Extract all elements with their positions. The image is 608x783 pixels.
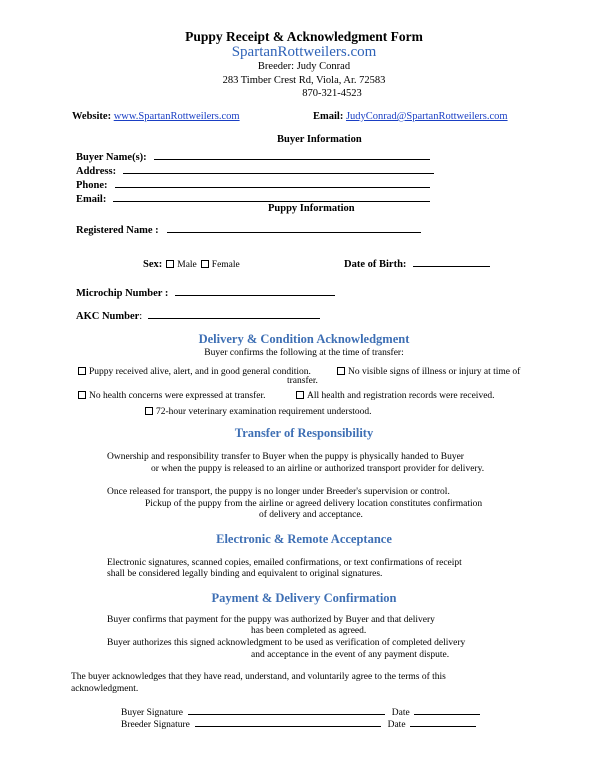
buyer-address-label: Address: xyxy=(76,166,117,177)
check-records[interactable] xyxy=(296,391,495,401)
closing-line2: acknowledgment. xyxy=(71,684,139,694)
electronic-line2: shall be considered legally binding and equivalent to original signatures. xyxy=(107,569,383,579)
website-row xyxy=(72,111,240,122)
buyer-name-label: Buyer Name(s): xyxy=(76,152,147,163)
buyer-phone-field[interactable] xyxy=(115,178,430,188)
check-records-label: All health and registration records were received. xyxy=(307,391,495,401)
electronic-heading: Electronic & Remote Acceptance xyxy=(216,532,392,546)
no-health-concerns-checkbox[interactable] xyxy=(78,391,86,399)
dob-label: Date of Birth: xyxy=(344,259,407,270)
transfer-p1-line1: Ownership and responsibility transfer to Buyer when the puppy is physically handed to Buyer xyxy=(107,452,464,462)
sex-male-option[interactable] xyxy=(166,260,197,270)
transfer-p2-line1: Once released for transport, the puppy is no longer under Breeder's supervision or control. xyxy=(107,487,450,497)
transfer-heading: Transfer of Responsibility xyxy=(234,426,374,440)
breeder-name: Breeder: Judy Conrad xyxy=(257,61,351,72)
buyer-info-heading: Buyer Information xyxy=(277,134,362,145)
breeder-signature-field[interactable] xyxy=(195,717,381,727)
microchip-label: Microchip Number : xyxy=(76,288,169,299)
website-label: Website: xyxy=(72,111,112,122)
sex-label: Sex: xyxy=(143,259,163,270)
microchip-row xyxy=(76,283,335,301)
payment-heading: Payment & Delivery Confirmation xyxy=(211,591,397,605)
website-link[interactable]: www.SpartanRottweilers.com xyxy=(113,111,240,122)
buyer-email-label: Email: xyxy=(76,194,107,205)
akc-row xyxy=(76,306,320,324)
puppy-info-heading: Puppy Information xyxy=(268,203,355,214)
registered-name-label: Registered Name : xyxy=(76,225,159,236)
breeder-date-field[interactable] xyxy=(410,717,476,727)
check-vet-exam[interactable] xyxy=(145,407,372,417)
check-no-health-concerns[interactable] xyxy=(78,391,265,401)
buyer-address-field[interactable] xyxy=(123,164,434,174)
check-no-illness-label: No visible signs of illness or injury at time of xyxy=(348,367,521,377)
buyer-date-label: Date xyxy=(391,708,410,718)
no-illness-checkbox[interactable] xyxy=(337,367,345,375)
check-condition[interactable] xyxy=(78,367,311,377)
registered-name-row xyxy=(76,220,421,238)
male-checkbox[interactable] xyxy=(166,260,174,268)
site-name: SpartanRottweilers.com xyxy=(231,44,377,60)
buyer-email-field[interactable] xyxy=(113,192,430,202)
check-no-illness[interactable] xyxy=(337,367,520,377)
buyer-phone-label: Phone: xyxy=(76,180,108,191)
buyer-signature-label: Buyer Signature xyxy=(121,708,184,718)
breeder-signature-row xyxy=(121,717,476,730)
buyer-email-row xyxy=(76,189,430,207)
payment-p2-line2: and acceptance in the event of any payment dispute. xyxy=(251,650,450,660)
breeder-address: 283 Timber Crest Rd, Viola, Ar. 72583 xyxy=(222,75,386,86)
transfer-p2-line2: Pickup of the puppy from the airline or agreed delivery location constitutes confirmation xyxy=(145,499,483,509)
payment-p1-line2: has been completed as agreed. xyxy=(251,626,367,636)
vet-exam-checkbox[interactable] xyxy=(145,407,153,415)
buyer-name-field[interactable] xyxy=(154,150,430,160)
transfer-p2-line3: of delivery and acceptance. xyxy=(259,510,363,520)
akc-colon: : xyxy=(139,311,143,322)
email-row xyxy=(313,111,508,122)
records-checkbox[interactable] xyxy=(296,391,304,399)
delivery-intro: Buyer confirms the following at the time of transfer: xyxy=(204,348,404,358)
dob-field[interactable] xyxy=(413,257,490,267)
form-title: Puppy Receipt & Acknowledgment Form xyxy=(185,29,423,44)
delivery-heading: Delivery & Condition Acknowledgment xyxy=(198,332,410,346)
microchip-field[interactable] xyxy=(175,286,335,296)
sex-female-label: Female xyxy=(211,260,240,270)
dob-row xyxy=(344,254,490,272)
buyer-signature-field[interactable] xyxy=(188,705,385,715)
sex-female-option[interactable] xyxy=(201,260,240,270)
sex-row xyxy=(143,254,240,272)
electronic-line1: Electronic signatures, scanned copies, emailed confirmations, or text confirmations of receipt xyxy=(107,558,462,568)
buyer-date-field[interactable] xyxy=(414,705,480,715)
email-link[interactable]: JudyConrad@SpartanRottweilers.com xyxy=(345,111,508,122)
check-no-health-concerns-label: No health concerns were expressed at transfer. xyxy=(89,391,266,401)
email-label: Email: xyxy=(313,111,344,122)
akc-label: AKC Number xyxy=(76,311,140,322)
condition-checkbox[interactable] xyxy=(78,367,86,375)
registered-name-field[interactable] xyxy=(167,223,421,233)
akc-field[interactable] xyxy=(148,309,320,319)
closing-line1: The buyer acknowledges that they have read, understand, and voluntarily agree to the terms of this xyxy=(71,672,446,682)
sex-male-label: Male xyxy=(177,260,197,270)
transfer-p1-line2: or when the puppy is released to an airline or authorized transport provider for delivery. xyxy=(151,464,485,474)
breeder-phone: 870-321-4523 xyxy=(302,88,362,99)
breeder-date-label: Date xyxy=(387,720,406,730)
check-no-illness-cont: transfer. xyxy=(287,376,318,386)
check-condition-label: Puppy received alive, alert, and in good general condition. xyxy=(89,367,311,377)
payment-p1-line1: Buyer confirms that payment for the puppy was authorized by Buyer and that delivery xyxy=(107,615,435,625)
breeder-signature-label: Breeder Signature xyxy=(121,720,190,730)
female-checkbox[interactable] xyxy=(201,260,209,268)
payment-p2-line1: Buyer authorizes this signed acknowledgment to be used as verification of completed delivery xyxy=(107,638,466,648)
check-vet-exam-label: 72-hour veterinary examination requirement understood. xyxy=(156,407,372,417)
